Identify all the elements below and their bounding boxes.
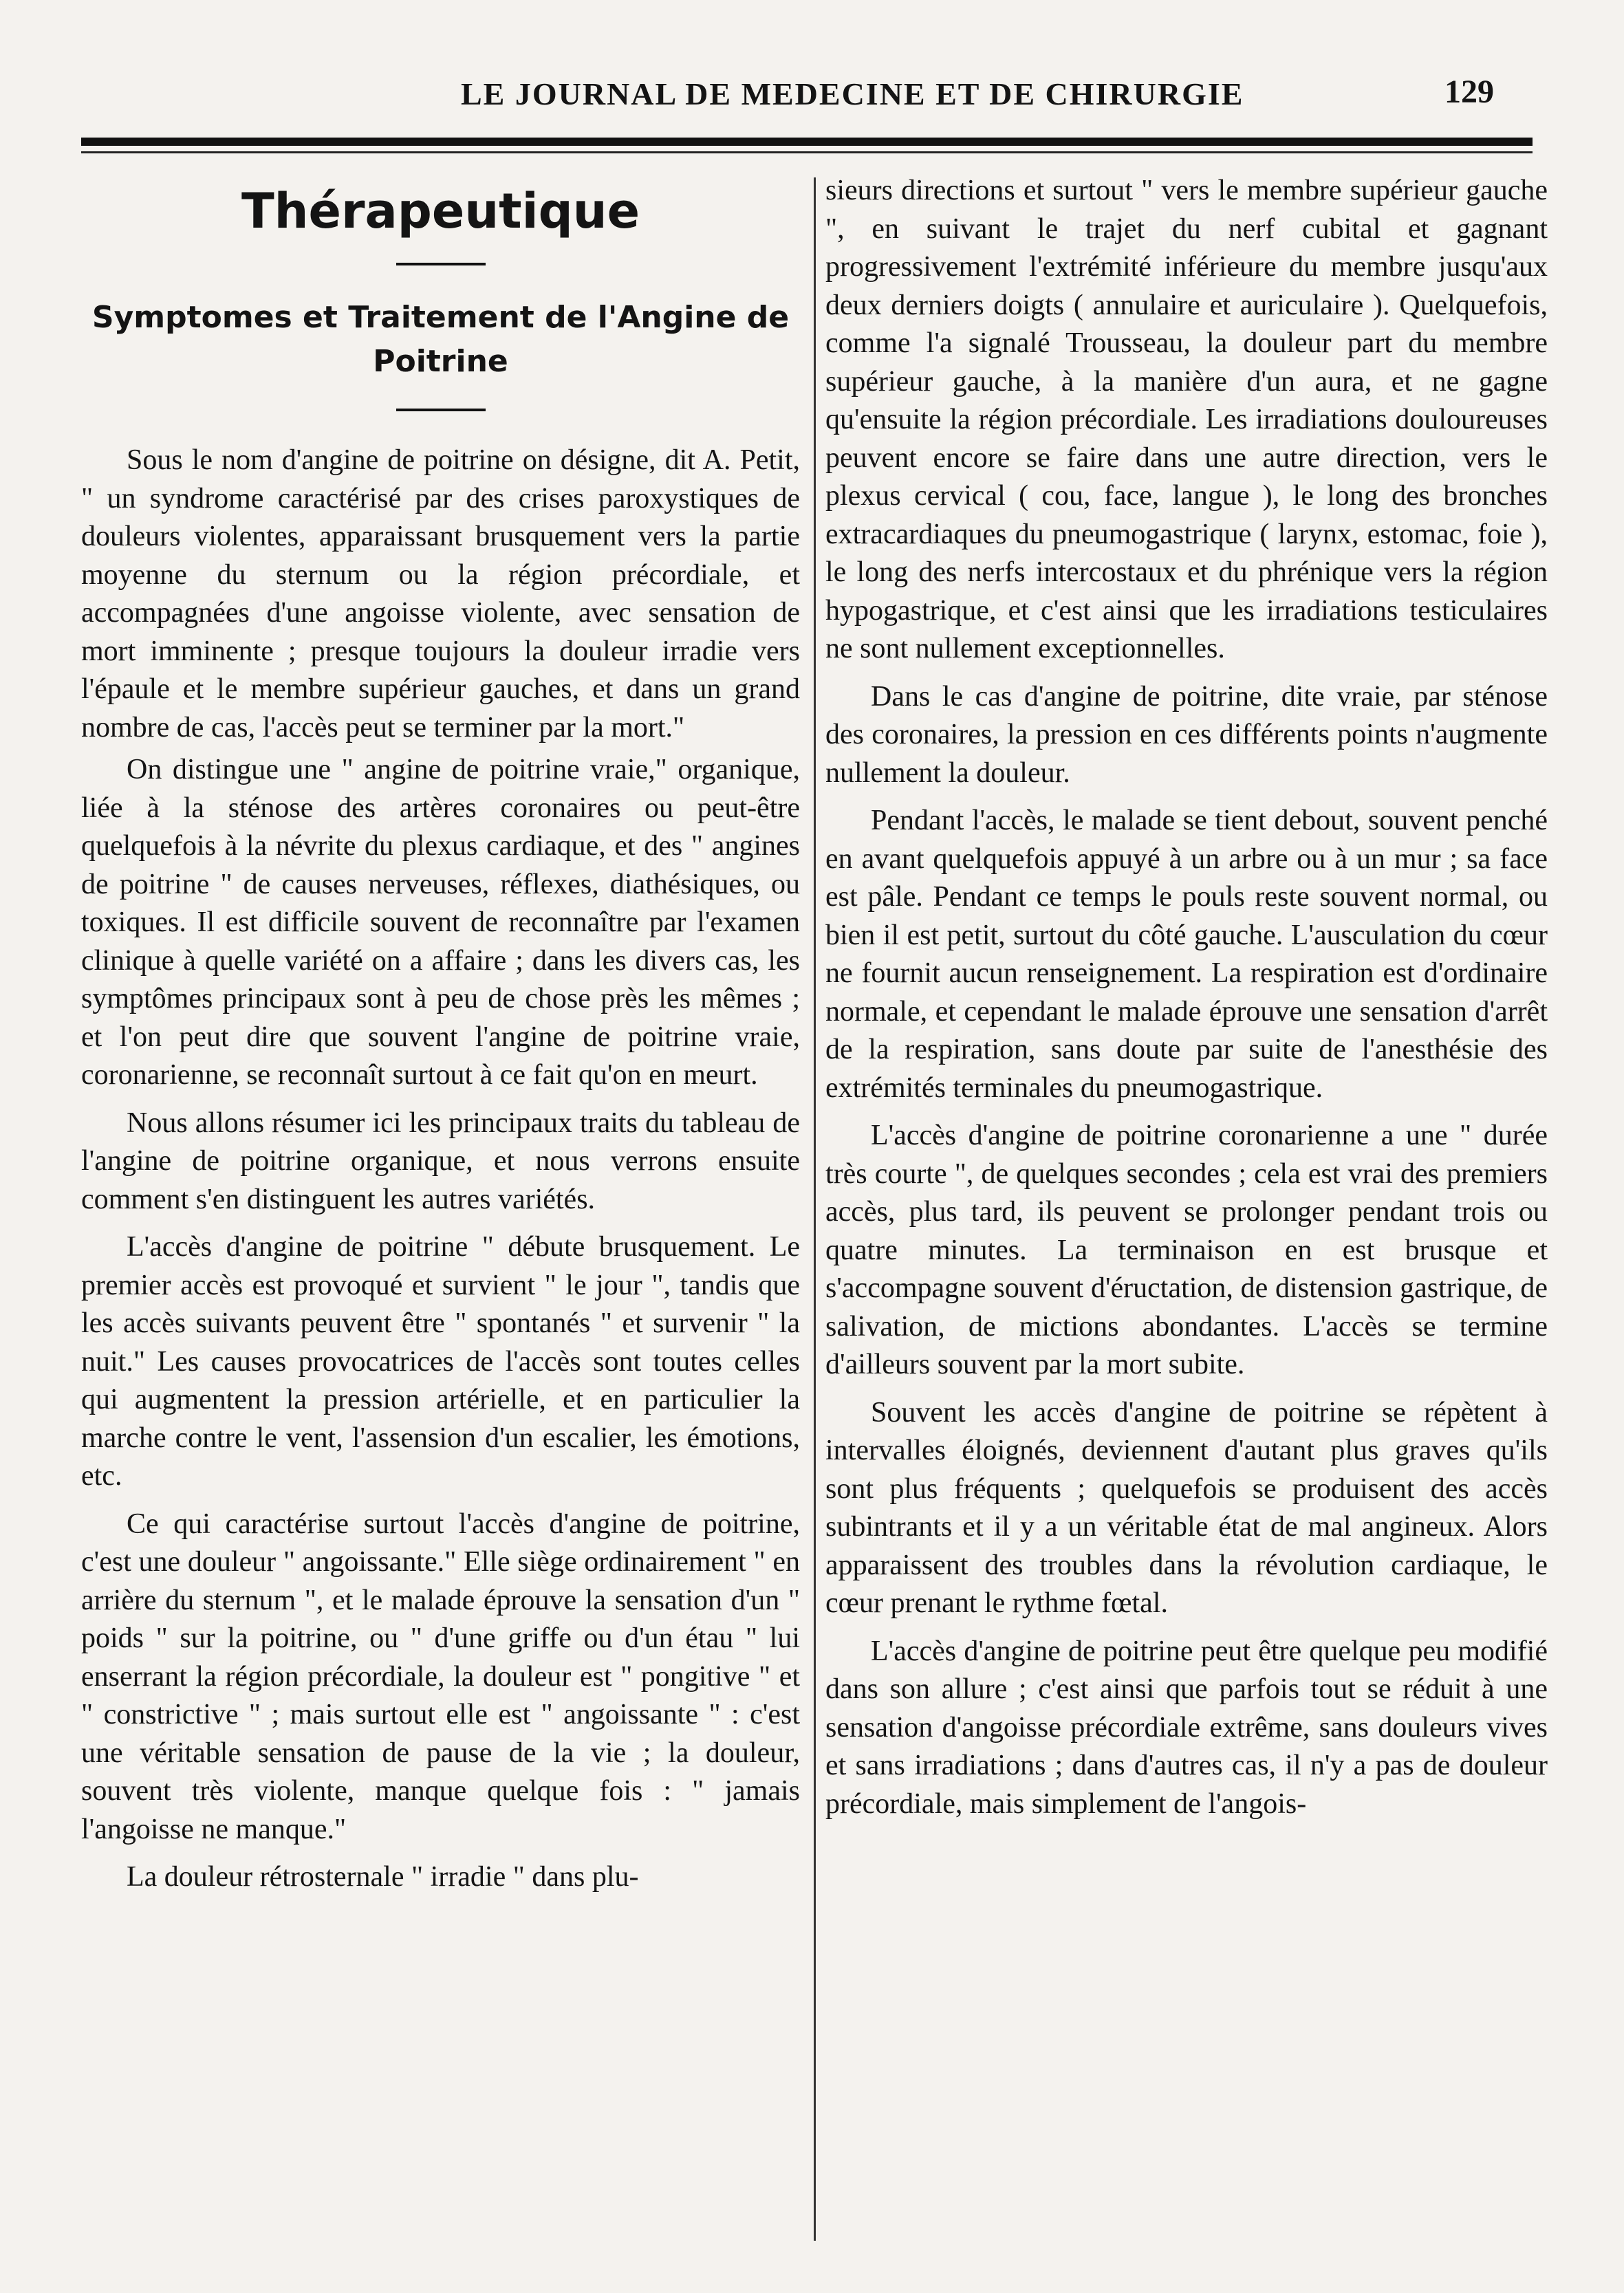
paragraph: L'accès d'angine de poitrine coronarienne a une " durée très courte ", de quelques secondes ; cela est vrai des premiers accès, plus tard, ils peuvent se prolonger pendant trois ou quatre minutes. La terminaison en est brusque et s'accompagne souvent d'éructation, de distension gastrique, de salivation, de mictions abondantes. L'accès se termine d'ailleurs souvent par la mort subite. [825,1120,1548,1380]
paragraph: L'accès d'angine de poitrine peut être quelque peu modifié dans son allure ; c'est ainsi que parfois tout se réduit à une sensation d'angoisse précordiale extrême, sans douleurs vives et sans irradiations ; dans d'autres cas, il n'y a pas de douleur précordiale, mais simplement de l'angois- [825,1635,1548,1820]
paragraph: La douleur rétrosternale " irradie " dans plu- [127,1861,639,1893]
article-divider [396,409,486,411]
title-divider [396,263,486,265]
paragraph: Ce qui caractérise surtout l'accès d'angine de poitrine, c'est une douleur " angoissante." Elle siège ordinairement " en arrière du sternum ", et le malade éprouve la sensation d'un " poids " sur la poitrine, ou " d'une griffe ou d'un étau " lui enserrant la région précordiale, la douleur est " pongitive " et " constrictive " ; mais surtout elle est " angoissante " : c'est une véritable sensation de pause de la vie ; la douleur, souvent très violente, manque quelque fois : " jamais l'angoisse ne manque." [81,1508,800,1845]
left-column [81,164,800,1901]
paragraph: Nous allons résumer ici les principaux traits du tableau de l'angine de poitrine organique, et nous verrons ensuite comment s'en distinguent les autres variétés. [81,1107,800,1215]
paragraph: Dans le cas d'angine de poitrine, dite vraie, par sténose des coronaires, la pression en ces différents points n'augmente nullement la douleur. [825,680,1548,789]
header-rule [81,138,1533,146]
paragraph: sieurs directions et surtout " vers le membre supérieur gauche ", en suivant le trajet du nerf cubital et gagnant progressivement l'extrémité inférieure du membre jusqu'aux deux derniers doigts ( annulaire et auriculaire ). Quelquefois, comme l'a signalé Trousseau, la douleur part du membre supérieur gauche, à la manière d'un aura, et ne gagne qu'ensuite la région précordiale. Les irradiations douloureuses peuvent encore se faire dans une autre direction, vers le plexus cervical ( cou, face, langue ), le long des bronches extracardiaques du pneumogastrique ( larynx, estomac, foie ), le long des nerfs intercostaux et du phrénique vers la région hypogastrique, et c'est ainsi que les irradiations testiculaires ne sont nullement exceptionnelles. [825,175,1548,664]
section-title: Thérapeutique [241,183,640,239]
paragraph: Souvent les accès d'angine de poitrine se répètent à intervalles éloignés, deviennent d'autant plus graves qu'ils sont plus fréquents ; quelquefois se produisent des accès subintrants et il y a un véritable état de mal angineux. Alors apparaissent des troubles dans la révolution cardiaque, le cœur prenant le rythme fœtal. [825,1396,1548,1619]
journal-title: LE JOURNAL DE MEDECINE ET DE CHIRURGIE [461,76,1244,111]
page-number: 129 [1444,74,1494,110]
paragraph: On distingue une " angine de poitrine vraie," organique, liée à la sténose des artères coronaires ou peut-être quelquefois à la névrite du plexus cardiaque, et des " angines de poitrine " de causes nerveuses, réflexes, diathésiques, ou toxiques. Il est difficile souvent de reconnaître par l'examen clinique à quelle variété on a affaire ; dans les divers cas, les symptômes principaux sont à peu de chose près les mêmes ; et l'on peut dire que souvent l'angine de poitrine vraie, coronarienne, se reconnaît surtout à ce fait qu'on en meurt. [81,754,800,1091]
paragraph: Sous le nom d'angine de poitrine on désigne, dit A. Petit, " un syndrome caractérisé par des crises paroxystiques de douleurs violentes, apparaissant brusquement vers la partie moyenne du sternum ou la région précordiale, et accompagnées d'une angoisse violente, avec sensation de mort imminente ; presque toujours la douleur irradie vers l'épaule et le membre supérieur gauches, et dans un grand nombre de cas, l'accès peut se terminer par la mort." [81,444,800,743]
paragraph: Pendant l'accès, le malade se tient debout, souvent penché en avant quelquefois appuyé à un arbre ou à un mur ; sa face est pâle. Pendant ce temps le pouls reste souvent normal, ou bien il est petit, surtout du côté gauche. L'ausculation du cœur ne fournit aucun renseignement. La respiration est d'ordinaire normale, et cependant le malade éprouve une sensation d'arrêt de la respiration, sans doute par suite de l'anesthésie des extrémités terminales du pneumogastrique. [825,805,1548,1104]
column-divider [814,177,816,2241]
article-title: Symptomes et Traitement de l'Angine de Poitrine [91,300,790,379]
header-rule-thin [81,151,1533,153]
right-column [825,172,1548,1827]
paragraph: L'accès d'angine de poitrine " débute brusquement. Le premier accès est provoqué et survient " le jour ", tandis que les accès suivants peuvent être " spontanés " et survenir " la nuit." Les causes provocatrices de l'accès sont toutes celles qui augmentent la pression artérielle, et en particulier la marche contre le vent, l'assension d'un escalier, les émotions, etc. [81,1231,800,1492]
page-header [89,76,1534,117]
